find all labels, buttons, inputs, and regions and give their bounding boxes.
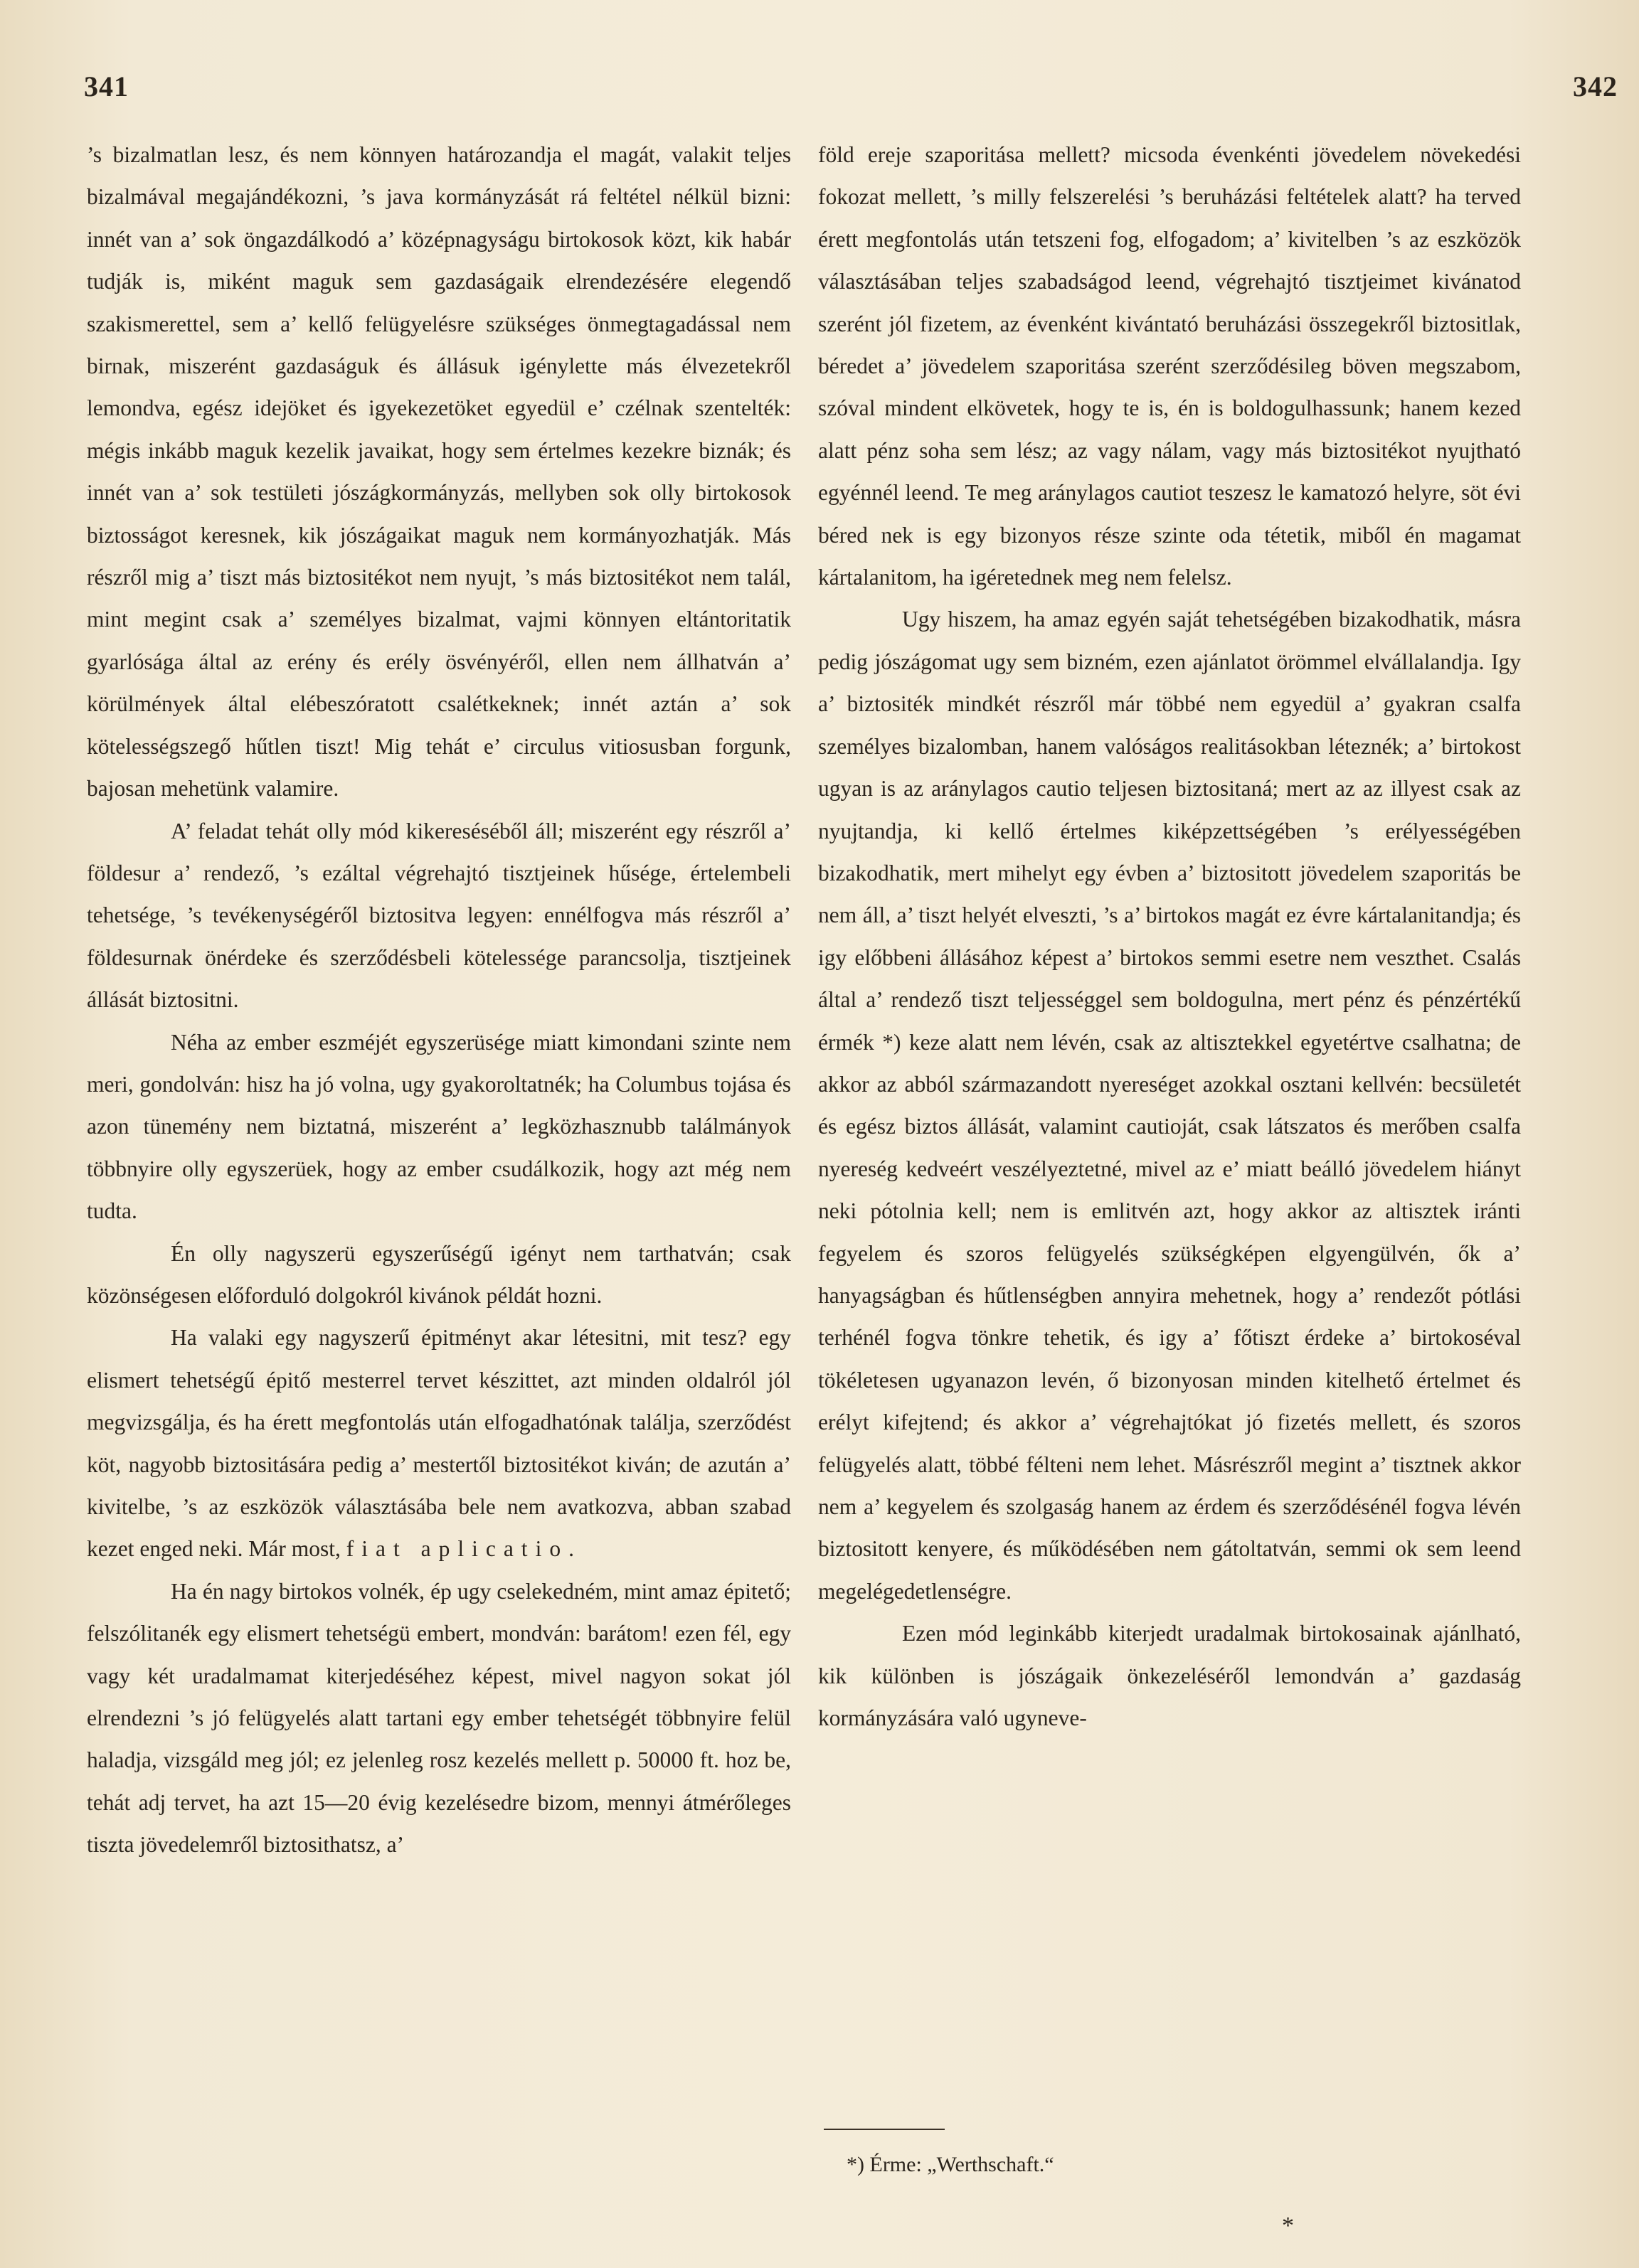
footnote: *) Érme: „Werthschaft.“ bbox=[847, 2153, 1054, 2176]
paragraph: Ugy hiszem, ha amaz egyén saját tehetségében bizakodhatik, másra pedig jószágomat ugy sem bizném, ezen ajánlatot örömmel elvállalandja. Igy a’ biztositék mindkét részről már többé nem egyedül a’ gyakran csalfa személyes bizalomban, hanem valóságos realitásokban léteznék; a’ birtokost ugyan is az aránylagos cautio teljesen biztositaná; mert az az illyest csak az nyujtandja, ki kellő értelmes kiképzettségében ’s erélyességében bizakodhatik, mert mihelyt egy évben a’ biztositott jövedelem szaporitás be nem áll, a’ tiszt helyét elveszti, ’s a’ birtokos magát ez évre kártalanitandja; és igy előbbeni állásához képest a’ birtokos semmi esetre nem veszthet. Csalás által a’ rendező tiszt teljességgel sem boldogulna, mert pénz és pénzértékű érmék *) keze alatt nem lévén, csak az altisztekkel egyetértve csalhatna; de akkor az abból származandott nyereséget azokkal osztani kellvén: becsületét és egész biztos állását, valamint cautioját, csak látszatos és merőben csalfa nyereség kedveért veszélyeztetné, mivel az e’ miatt beálló jövedelem hiányt neki pótolnia kell; nem is emlitvén azt, hogy akkor az altisztek iránti fegyelem és szoros felügyelés szükségképen elgyengülvén, ők a’ hanyagságban és hűtlenségben annyira mehetnek, hogy a’ rendezőt pótlási terhénél fogva tönkre tehetik, és igy a’ főtiszt érdeke a’ birtokoséval tökéletesen ugyanazon levén, ő bizonyosan minden kitelhető értelmet és erélyt kifejtend; és akkor a’ végrehajtókat jó fizetés mellett, és szoros felügyelés alatt, többé félteni nem lehet. Másrészről megint a’ tisztnek akkor nem a’ kegyelem és szolgaság hanem az érdem és szerződésénél fogva lévén biztositott kenyere, és működésében nem gátoltatván, semmi ok sem leend megelégedetlenségre. bbox=[818, 607, 1521, 1604]
paragraph: Ha én nagy birtokos volnék, ép ugy cselekedném, mint amaz épitető; felszólitanék egy elismert tehetségü embert, mondván: barátom! ezen fél, egy vagy két uradalmamat kiterjedéséhez képest, mivel nagyon sokat jól elrendezni ’s jó felügyelés alatt tartani egy ember tehetségét többnyire felül haladja, vizsgáld meg jól; ez jelenleg rosz kezelés mellett p. 50000 ft. hoz be, tehát adj tervet, ha azt 15—20 évig kezelésedre bizom, mennyi átmérőleges tiszta jövedelemről biztosithatsz, a’ bbox=[87, 1578, 791, 1858]
latin-phrase: fiat aplicatio bbox=[346, 1536, 569, 1562]
paragraph-text: Ha valaki egy nagyszerű épitményt akar létesitni, mit tesz? egy elismert tehetségű épitő mesterrel tervet készittet, azt minden oldalról jól megvizsgálja, és ha érett megfontolás után elfogadhatónak találja, szerződést köt, nagyobb biztositására pedig a’ mestertől biztositékot kiván; de azután a’ kivitelbe, ’s az eszközök választásába bele nem avatkozva, abban szabad kezet enged neki. Már most, bbox=[87, 1325, 791, 1562]
footnote-divider bbox=[824, 2129, 945, 2130]
signature-mark: * bbox=[1282, 2213, 1294, 2239]
page-number-right: 342 bbox=[1573, 70, 1618, 102]
paragraph: Ezen mód leginkább kiterjedt uradalmak birtokosainak ajánlható, kik különben is jószágaik önkezeléséről lemondván a’ gazdaság kormányzására való ugyneve- bbox=[818, 1621, 1521, 1731]
paragraph: A’ feladat tehát olly mód kikereséséből áll; miszerént egy részről a’ földesur a’ rendező, ’s ezáltal végrehajtó tisztjeinek hűsége, értelembeli tehetsége, ’s tevékenységéről biztositva legyen: ennélfogva más részről a’ földesurnak önérdeke és szerződésbeli kötelessége parancsolja, tisztjeinek állását biztositni. bbox=[87, 818, 791, 1013]
left-text-column bbox=[87, 134, 791, 1866]
paragraph-end: . bbox=[568, 1536, 574, 1562]
paragraph bbox=[87, 1316, 791, 1570]
paragraph: Én olly nagyszerü egyszerűségű igényt nem tarthatván; csak közönségesen előforduló dolgokról kivánok példát hozni. bbox=[87, 1240, 791, 1308]
right-text-column bbox=[818, 134, 1521, 1739]
paragraph: Néha az ember eszméjét egyszerüsége miatt kimondani szinte nem meri, gondolván: hisz ha jó volna, ugy gyakoroltatnék; ha Columbus tojása és azon tünemény nem biztatná, miszerént a’ legközhasznubb találmányok többnyire olly egyszerüek, hogy az ember csudálkozik, hogy azt még nem tudta. bbox=[87, 1029, 791, 1224]
page-number-left: 341 bbox=[84, 70, 129, 102]
paragraph: ’s bizalmatlan lesz, és nem könnyen határozandja el magát, valakit teljes bizalmával megajándékozni, ’s java kormányzását rá feltétel nélkül bizni: innét van a’ sok öngazdálkodó a’ középnagyságu birtokosok közt, kik habár tudják is, miként maguk sem gazdaságaik elrendezésére elegendő szakismerettel, sem a’ kellő felügyelésre szükséges önmegtagadással nem birnak, miszerént gazdaságuk és állásuk igénylette más élvezetekről lemondva, egész idejöket és igyekezetöket egyedül e’ czélnak szentelték: mégis inkább maguk kezelik javaikat, hogy sem értelmes kezekre biznák; és innét van a’ sok testületi jószágkormányzás, mellyben sok olly birtokosok biztosságot keresnek, kik jószágaikat maguk nem kormányozhatják. Más részről mig a’ tiszt más biztositékot nem nyujt, ’s más biztositékot nem talál, mint megint csak a’ személyes bizalmat, vajmi könnyen eltántoritatik gyarlósága által az erény és erély ösvényéről, ellen nem állhatván a’ körülmények által elébeszóratott csalétkeknek; innét aztán a’ sok kötelességszegő hűtlen tiszt! Mig tehát e’ circulus vitiosusban forgunk, bajosan mehetünk valamire. bbox=[87, 142, 791, 802]
paragraph: föld ereje szaporitása mellett? micsoda évenkénti jövedelem növekedési fokozat mellett, ’s milly felszerelési ’s beruházási feltételek alatt? ha terved érett megfontolás után tetszeni fog, elfogadom; a’ kivitelben ’s az eszközök választásában teljes szabadságod leend, végrehajtó tisztjeimet kivánatod szerént jól fizetem, az évenként kivántató beruházási összegekről biztositlak, béredet a’ jövedelem szaporitása szerént szerződésileg böven megszabom, szóval mindent elkövetek, hogy te is, én is boldogulhassunk; hanem kezed alatt pénz soha sem lész; az vagy nálam, vagy más biztositékot nyujtható egyénnél leend. Te meg aránylagos cautiot teszesz le kamatozó helyre, söt évi béred nek is egy bizonyos része szinte oda tétetik, miből én magamat kártalanitom, ha igéretednek meg nem felelsz. bbox=[818, 142, 1521, 590]
